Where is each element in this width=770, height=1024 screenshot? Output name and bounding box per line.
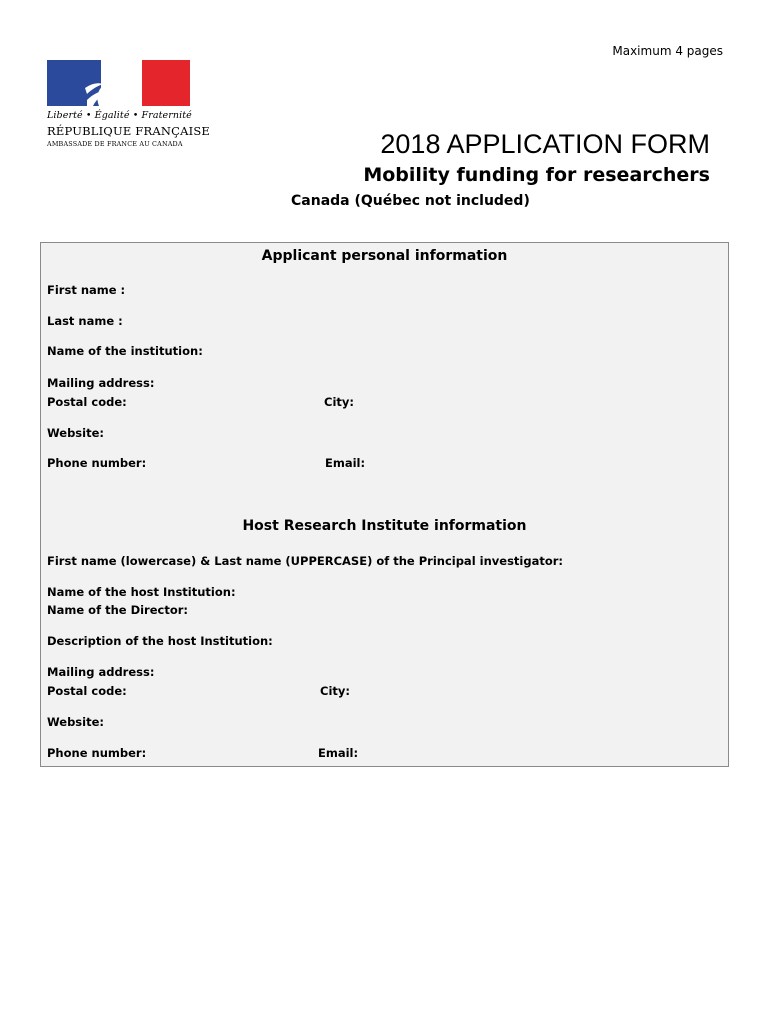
logo-ambassade: AMBASSADE DE FRANCE AU CANADA (47, 140, 183, 148)
applicant-city-field[interactable]: City: (324, 395, 354, 409)
applicant-section-heading: Applicant personal information (261, 248, 508, 264)
application-form (40, 242, 729, 767)
host-description-field[interactable]: Description of the host Institution: (47, 634, 273, 648)
applicant-last-name-field[interactable]: Last name : (47, 314, 123, 328)
applicant-first-name-field[interactable]: First name : (47, 283, 126, 297)
host-mailing-address-field[interactable]: Mailing address: (47, 665, 155, 679)
host-website-field[interactable]: Website: (47, 715, 104, 729)
applicant-phone-field[interactable]: Phone number: (47, 456, 147, 470)
republique-francaise-logo (47, 60, 211, 152)
region-note: Canada (Québec not included) (291, 193, 530, 209)
logo-motto: Liberté • Égalité • Fraternité (47, 110, 192, 121)
applicant-mailing-address-field[interactable]: Mailing address: (47, 376, 155, 390)
host-institution-field[interactable]: Name of the host Institution: (47, 585, 236, 599)
applicant-email-field[interactable]: Email: (325, 456, 366, 470)
marianne-icon (85, 60, 147, 106)
host-section-heading: Host Research Institute information (242, 518, 527, 534)
applicant-postal-code-field[interactable]: Postal code: (47, 395, 127, 409)
host-pi-name-field[interactable]: First name (lowercase) & Last name (UPPERCASE) of the Principal investigator: (47, 554, 564, 568)
logo-republique: RÉPUBLIQUE FRANÇAISE (47, 124, 211, 138)
applicant-website-field[interactable]: Website: (47, 426, 104, 440)
max-pages-note: Maximum 4 pages (612, 44, 723, 58)
host-director-field[interactable]: Name of the Director: (47, 603, 189, 617)
host-city-field[interactable]: City: (320, 684, 350, 698)
host-postal-code-field[interactable]: Postal code: (47, 684, 127, 698)
applicant-institution-field[interactable]: Name of the institution: (47, 344, 203, 358)
host-phone-field[interactable]: Phone number: (47, 746, 147, 760)
host-email-field[interactable]: Email: (318, 746, 359, 760)
page-title: 2018 APPLICATION FORM (380, 129, 710, 159)
page-subtitle: Mobility funding for researchers (363, 164, 710, 186)
